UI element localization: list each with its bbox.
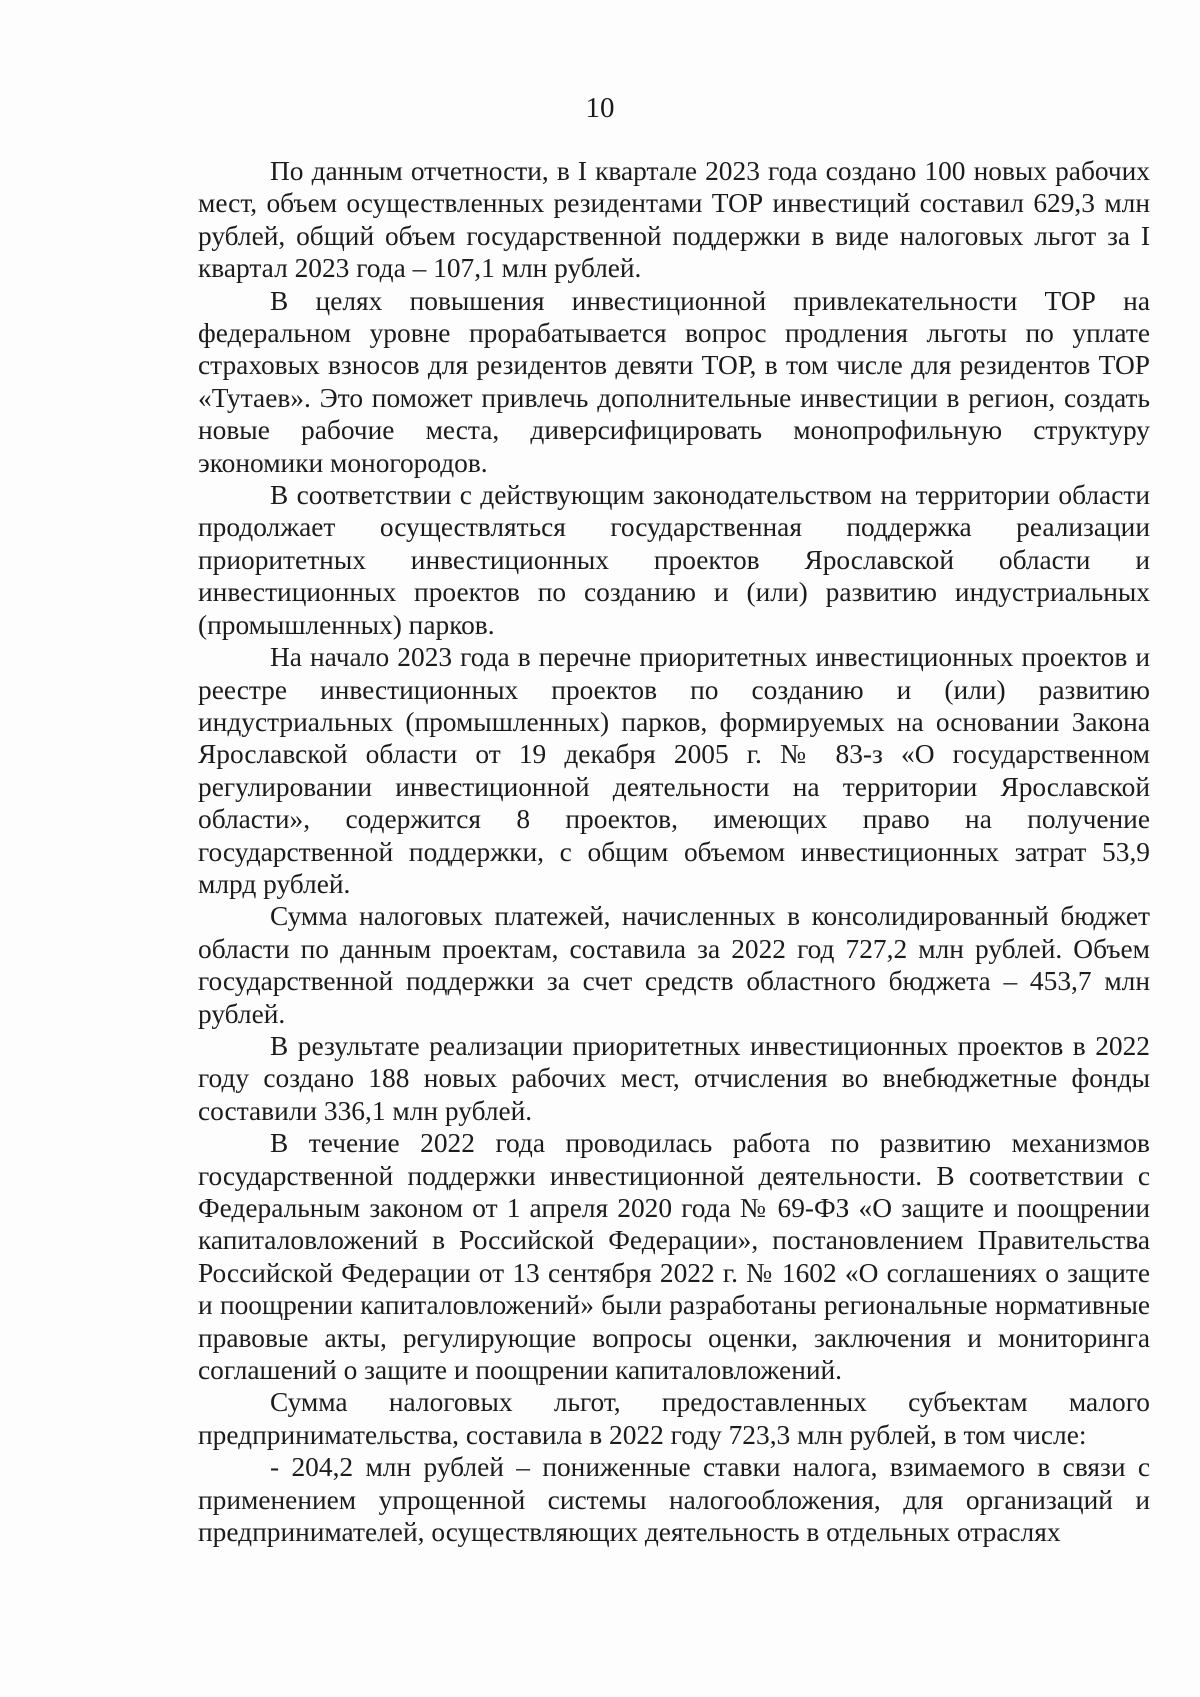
list-item-simplified-tax: - 204,2 млн рублей – пониженные ставки налога, взимаемого в связи с применением упрощенной системы налогообложения, для организаций и предпринимателей, осуществляющих деятельность в отдельных отраслях bbox=[198, 1452, 1150, 1548]
paragraph-new-jobs: В результате реализации приоритетных инвестиционных проектов в 2022 году создано 188 новых рабочих мест, отчисления во внебюджетные фонды составили 336,1 млн рублей. bbox=[198, 1030, 1150, 1126]
paragraph-small-business-benefits: Сумма налоговых льгот, предоставленных субъектам малого предпринимательства, составила в 2022 году 723,3 млн рублей, в том числе: bbox=[198, 1387, 1150, 1450]
paragraph-tor-benefits: В целях повышения инвестиционной привлекательности ТОР на федеральном уровне прорабатывается вопрос продления льготы по уплате страховых взносов для резидентов девяти ТОР, в том числе для резидентов ТОР «Тутаев». Это поможет привлечь дополнительные инвестиции в регион, создать новые рабочие места, диверсифицировать монопрофильную структуру экономики моногородов. bbox=[198, 285, 1150, 478]
paragraph-tax-payments: Сумма налоговых платежей, начисленных в консолидированный бюджет области по данным проектам, составила за 2022 год 727,2 млн рублей. Объем государственной поддержки за счет средств областного бюджета – 453,7 млн рублей. bbox=[198, 901, 1150, 1029]
paragraph-priority-projects: На начало 2023 года в перечне приоритетных инвестиционных проектов и реестре инвестиционных проектов по созданию и (или) развитию индустриальных (промышленных) парков, формируемых на основании Закона Ярославской области от 19 декабря 2005 г. № 83-з «О государственном регулировании инвестиционной деятельности на территории Ярославской области», содержится 8 проектов, имеющих право на получение государственной поддержки, с общим объемом инвестиционных затрат 53,9 млрд рублей. bbox=[198, 642, 1150, 899]
paragraph-capital-investment: В течение 2022 года проводилась работа по развитию механизмов государственной поддержки инвестиционной деятельности. В соответствии с Федеральным законом от 1 апреля 2020 года № 69-ФЗ «О защите и поощрении капиталовложений в Российской Федерации», постановлением Правительства Российской Федерации от 13 сентября 2022 г. № 1602 «О соглашениях о защите и поощрении капиталовложений» были разработаны региональные нормативные правовые акты, регулирующие вопросы оценки, заключения и мониторинга соглашений о защите и поощрении капиталовложений. bbox=[198, 1128, 1150, 1386]
document-body bbox=[198, 155, 1150, 1548]
paragraph-tor-reporting: По данным отчетности, в I квартале 2023 года создано 100 новых рабочих мест, объем осуществленных резидентами ТОР инвестиций составил 629,3 млн рублей, общий объем государственной поддержки в виде налоговых льгот за I квартал 2023 года – 107,1 млн рублей. bbox=[198, 156, 1150, 284]
paragraph-state-support: В соответствии с действующим законодательством на территории области продолжает осуществляться государственная поддержка реализации приоритетных инвестиционных проектов Ярославской области и инвестиционных проектов по созданию и (или) развитию индустриальных (промышленных) парков. bbox=[198, 480, 1150, 640]
page-number: 10 bbox=[585, 92, 615, 124]
